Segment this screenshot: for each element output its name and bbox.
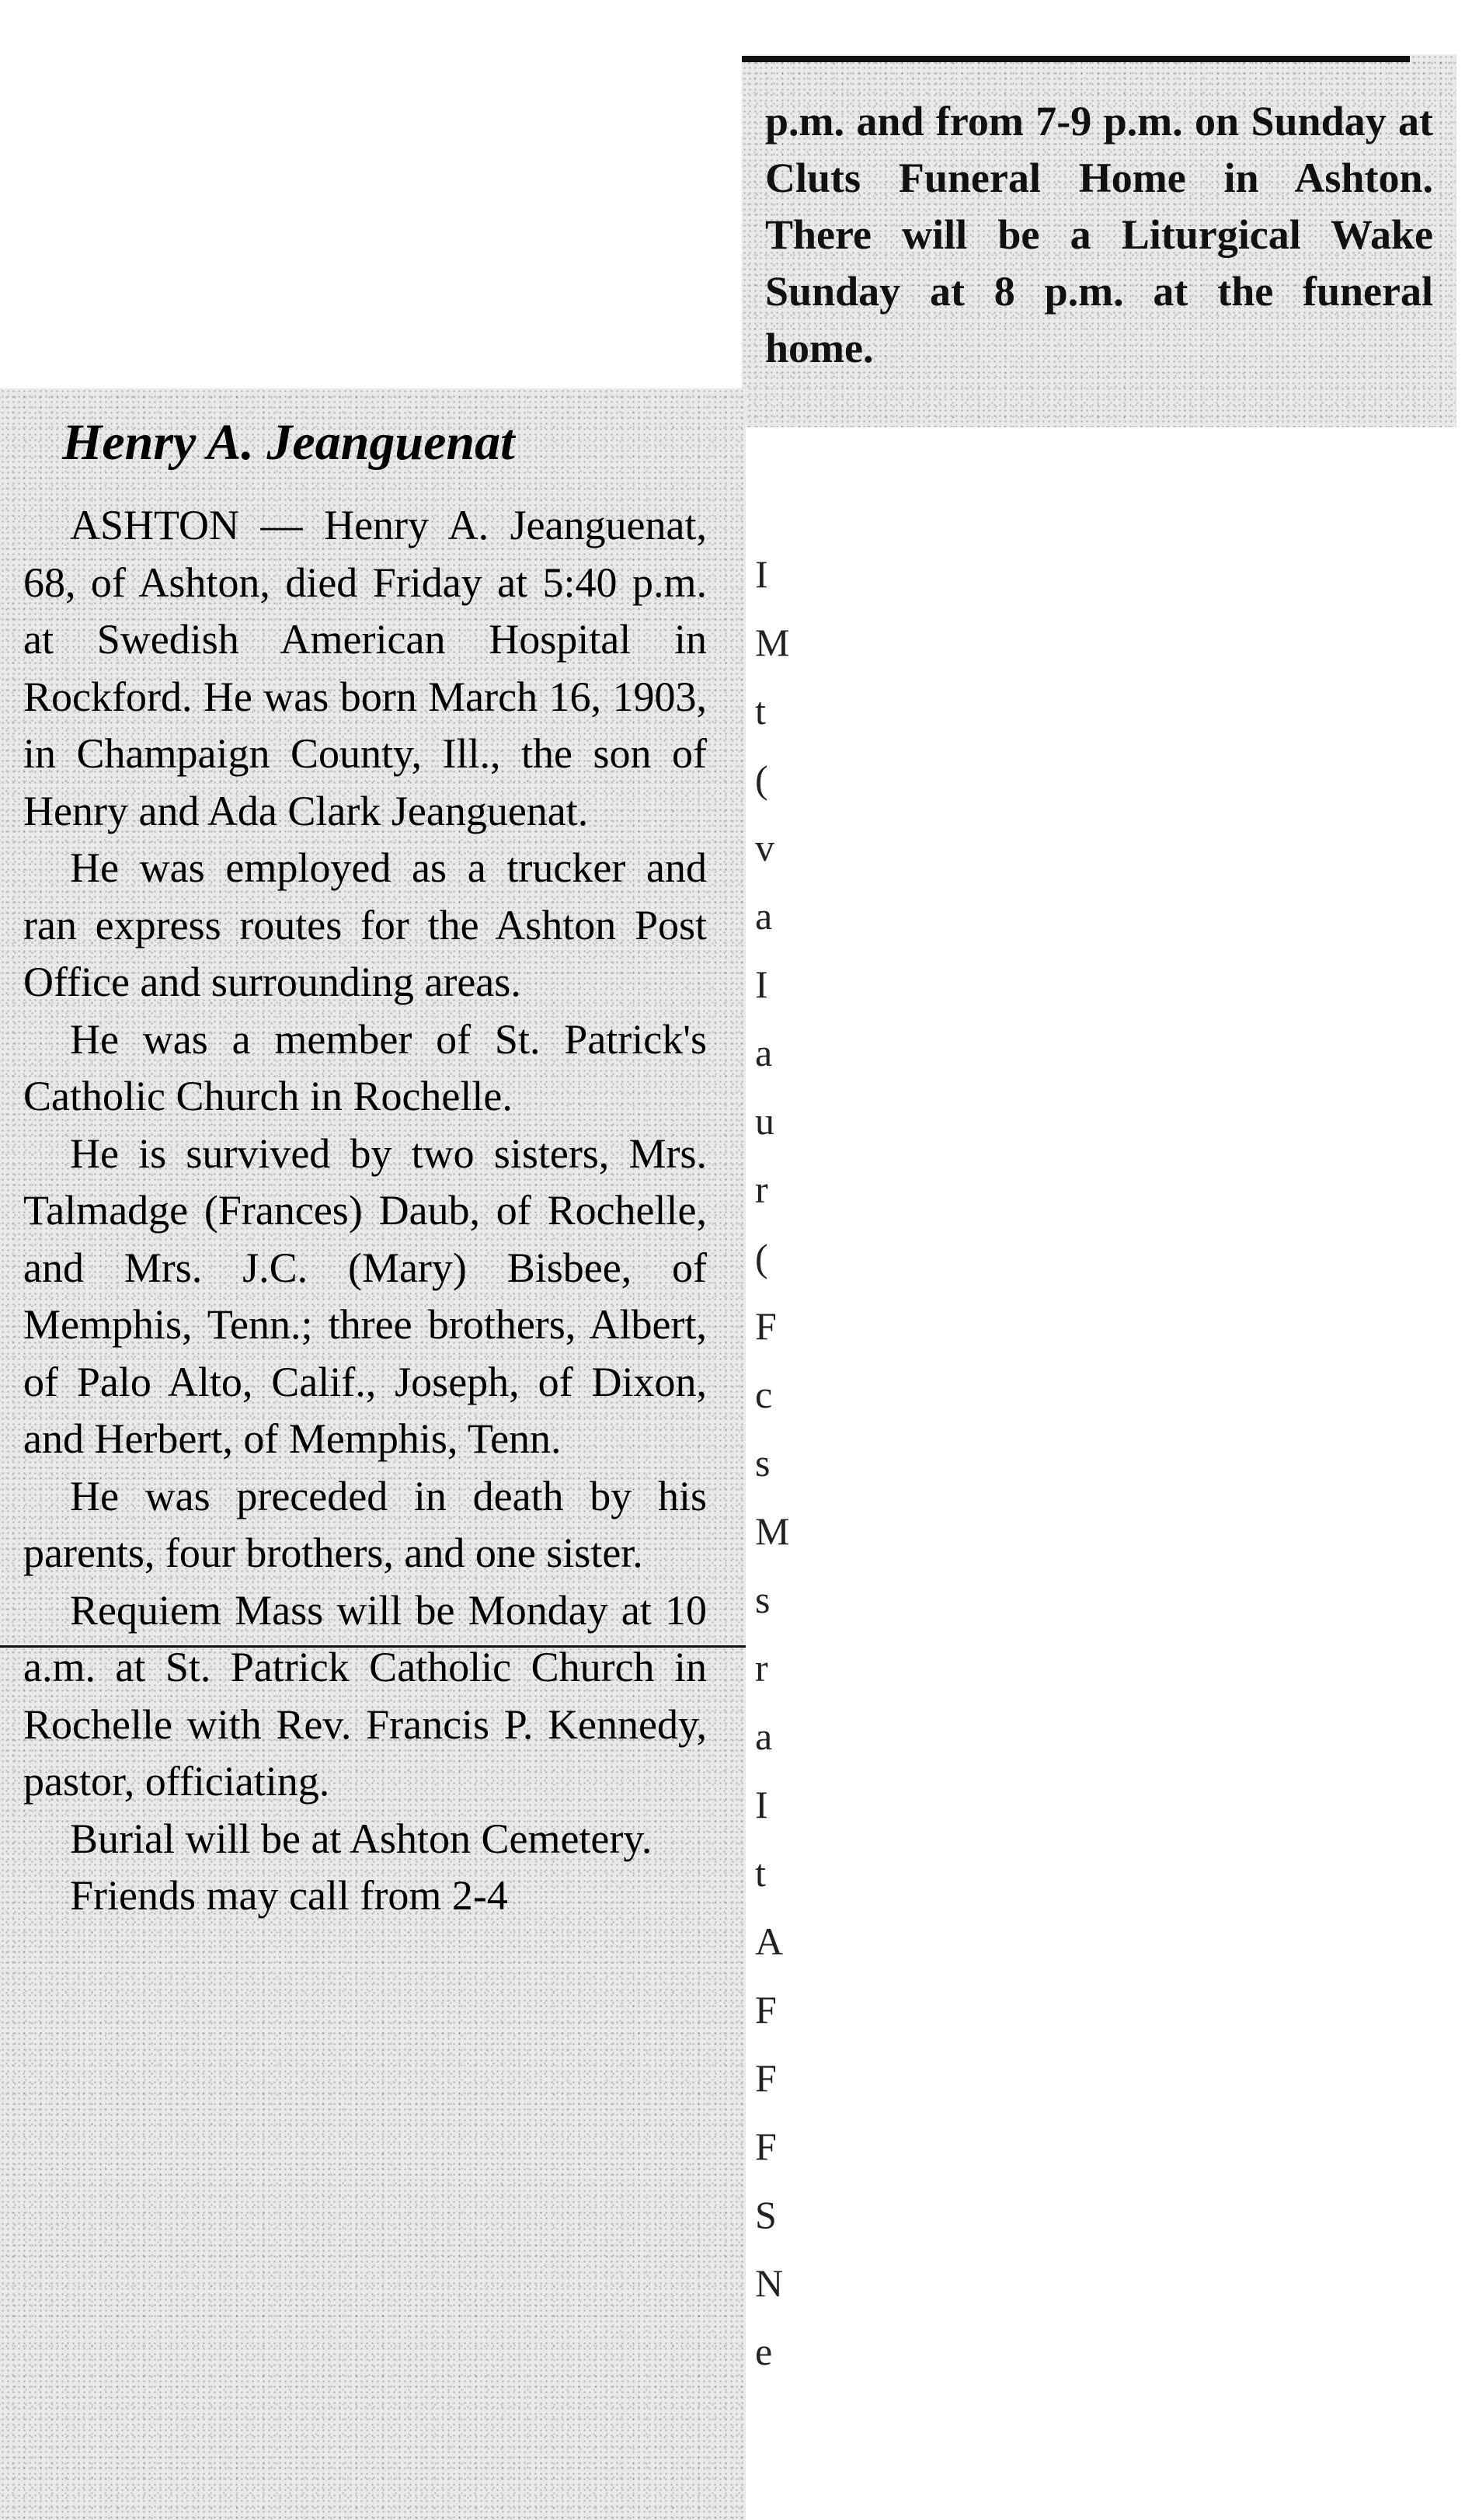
edge-letter: r [755, 1168, 768, 1211]
edge-letter: ( [755, 1236, 768, 1279]
blank-area-top-left [0, 0, 742, 388]
edge-letter: N [755, 2261, 784, 2305]
edge-letter: F [755, 2125, 777, 2168]
edge-letter: a [755, 1031, 773, 1074]
edge-letter: F [755, 1304, 777, 1348]
paragraph-preceded: He was preceded in death by his parents, four brothers, and one sister. [23, 1472, 707, 1576]
paragraph-survivors: He is survived by two sisters, Mrs. Talmadge (Frances) Daub, of Rochelle, and Mrs. J.C. (Mary) Bisbee, of Memphis, Tenn.; three brothers, Albert, of Palo Alto, Calif., Joseph, of Dixon, and Herbert, of Memphis, Tenn. [23, 1129, 707, 1462]
paragraph-burial: Burial will be at Ashton Cemetery. [70, 1815, 652, 1862]
edge-letter: a [755, 894, 773, 938]
edge-letter: v [755, 826, 774, 869]
top-fragment-text: p.m. and from 7-9 p.m. on Sunday at Cluts Funeral Home in Ashton. There will be a Liturgical Wake Sunday at 8 p.m. at the funeral home. [765, 98, 1433, 371]
edge-letter: M [755, 621, 790, 664]
edge-letter: F [755, 1988, 777, 2031]
edge-letter: M [755, 1509, 790, 1553]
edge-letter: a [755, 1714, 773, 1758]
paragraph-mass: Requiem Mass will be Monday at 10 a.m. at St. Patrick Catholic Church in Rochelle with Rev. Francis P. Kennedy, pastor, officiating. [23, 1586, 707, 1805]
edge-letter: t [755, 1851, 766, 1895]
edge-letter: t [755, 689, 766, 733]
edge-letter: I [755, 1783, 768, 1826]
edge-letter: S [755, 2193, 777, 2236]
paragraph-visitation: Friends may call from 2-4 [70, 1872, 508, 1919]
edge-letter: ( [755, 757, 768, 801]
blank-area-right [777, 427, 1479, 2287]
edge-letter: I [755, 962, 768, 1006]
edge-letter: e [755, 2330, 773, 2373]
edge-letter: u [755, 1099, 774, 1143]
edge-letter: s [755, 1578, 771, 1621]
paragraph-employment: He was employed as a trucker and ran express routes for the Ashton Post Office and surrounding areas. [23, 844, 707, 1005]
paragraph-church: He was a member of St. Patrick's Catholic Church in Rochelle. [23, 1015, 707, 1119]
obituary-headline: Henry A. Jeanguenat [62, 414, 515, 471]
edge-letter: r [755, 1646, 768, 1690]
paragraph-intro: ASHTON — Henry A. Jeanguenat, 68, of Ashton, died Friday at 5:40 p.m. at Swedish American Hospital in Rockford. He was born March 16, 1903, in Champaign County, Ill., the son of Henry and Ada Clark Jeanguenat. [23, 502, 707, 834]
obituary-body [23, 497, 707, 1925]
edge-letter: c [755, 1373, 773, 1416]
edge-letter: s [755, 1441, 771, 1485]
edge-letter: I [755, 552, 768, 596]
edge-letter: A [755, 1920, 784, 1963]
column-rule [742, 56, 1410, 62]
edge-letter: F [755, 2056, 777, 2100]
